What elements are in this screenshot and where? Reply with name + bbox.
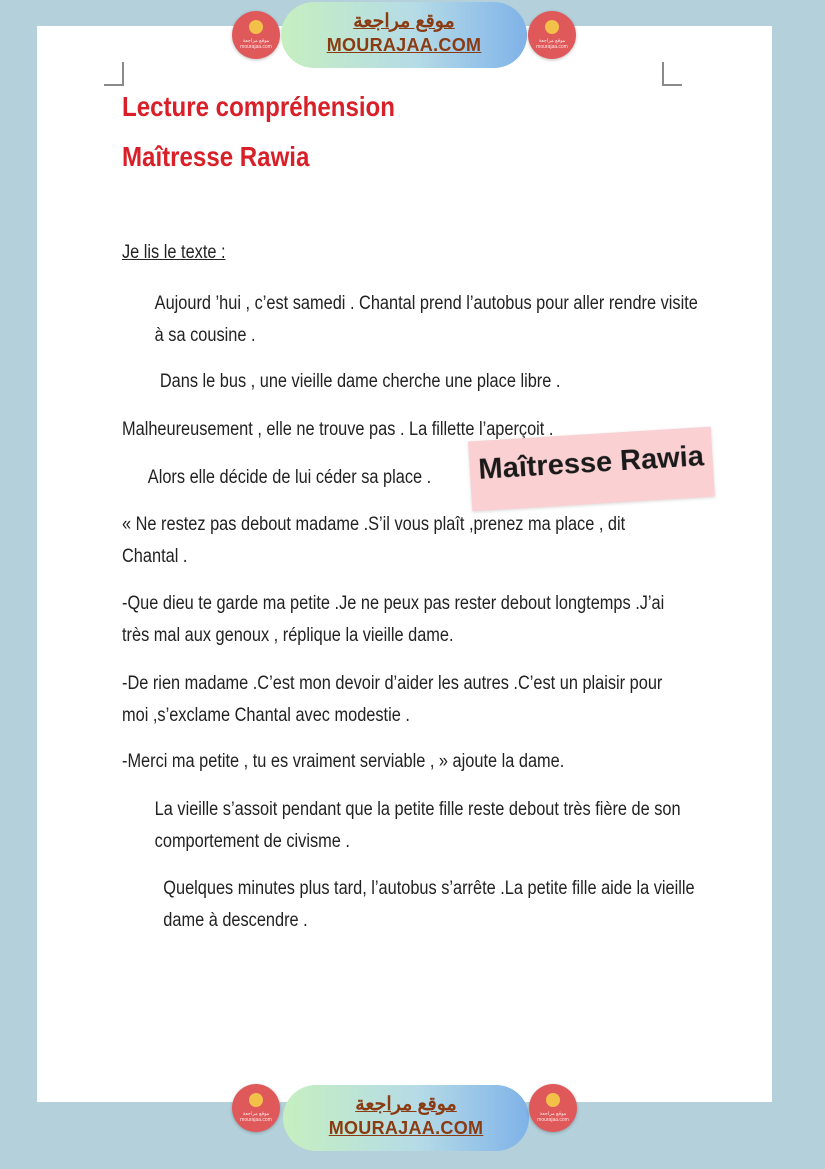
banner-arabic-text: موقع مراجعة <box>355 1094 457 1115</box>
banner-arabic-text: موقع مراجعة <box>353 11 455 32</box>
paragraph-2: Dans le bus , une vieille dame cherche une place libre . <box>159 371 561 392</box>
crop-mark-top-left <box>104 62 124 86</box>
document-content <box>122 88 698 931</box>
section-heading: Je lis le texte : <box>122 242 226 263</box>
paragraph-7: -De rien madame .C’est mon devoir d’aider les autres .C’est un plaisir pour moi ,s’exclame Chantal avec modestie . <box>122 673 663 726</box>
paragraph-9: La vieille s’assoit pendant que la petite fille reste debout très fière de son comportement de civisme . <box>154 799 681 852</box>
site-banner-top[interactable] <box>281 2 527 68</box>
paragraph-3: Malheureusement , elle ne trouve pas . La fillette l’aperçoit . <box>122 419 554 440</box>
site-banner-bottom[interactable] <box>283 1085 529 1151</box>
site-logo-icon[interactable]: موقع مراجعة mourajaa.com <box>529 1084 577 1132</box>
paragraph-10: Quelques minutes plus tard, l’autobus s’arrête .La petite fille aide la vieille dame à descendre . <box>163 878 695 931</box>
paragraph-6: -Que dieu te garde ma petite .Je ne peux pas rester debout longtemps .J’ai très mal aux genoux , réplique la vieille dame. <box>122 593 665 646</box>
crop-mark-top-right <box>662 62 682 86</box>
paragraph-1: Aujourd ’hui , c’est samedi . Chantal prend l’autobus pour aller rendre visite à sa cousine . <box>154 293 698 346</box>
document-title: Lecture compréhension <box>122 91 395 122</box>
site-logo-icon[interactable]: موقع مراجعة mourajaa.com <box>232 11 280 59</box>
stamp-text: Maîtresse Rawia <box>477 440 705 486</box>
banner-site-link[interactable]: MOURAJAA.COM <box>328 1118 484 1138</box>
author-stamp <box>468 427 715 512</box>
site-logo-icon[interactable]: موقع مراجعة mourajaa.com <box>528 11 576 59</box>
paragraph-5: « Ne restez pas debout madame .S’il vous plaît ,prenez ma place , dit Chantal . <box>122 514 626 567</box>
paragraph-8: -Merci ma petite , tu es vraiment serviable , » ajoute la dame. <box>122 751 565 772</box>
banner-site-link[interactable]: MOURAJAA.COM <box>326 35 482 55</box>
paragraph-4: Alors elle décide de lui céder sa place . <box>147 467 432 488</box>
site-logo-icon[interactable]: موقع مراجعة mourajaa.com <box>232 1084 280 1132</box>
document-author: Maîtresse Rawia <box>122 141 310 172</box>
